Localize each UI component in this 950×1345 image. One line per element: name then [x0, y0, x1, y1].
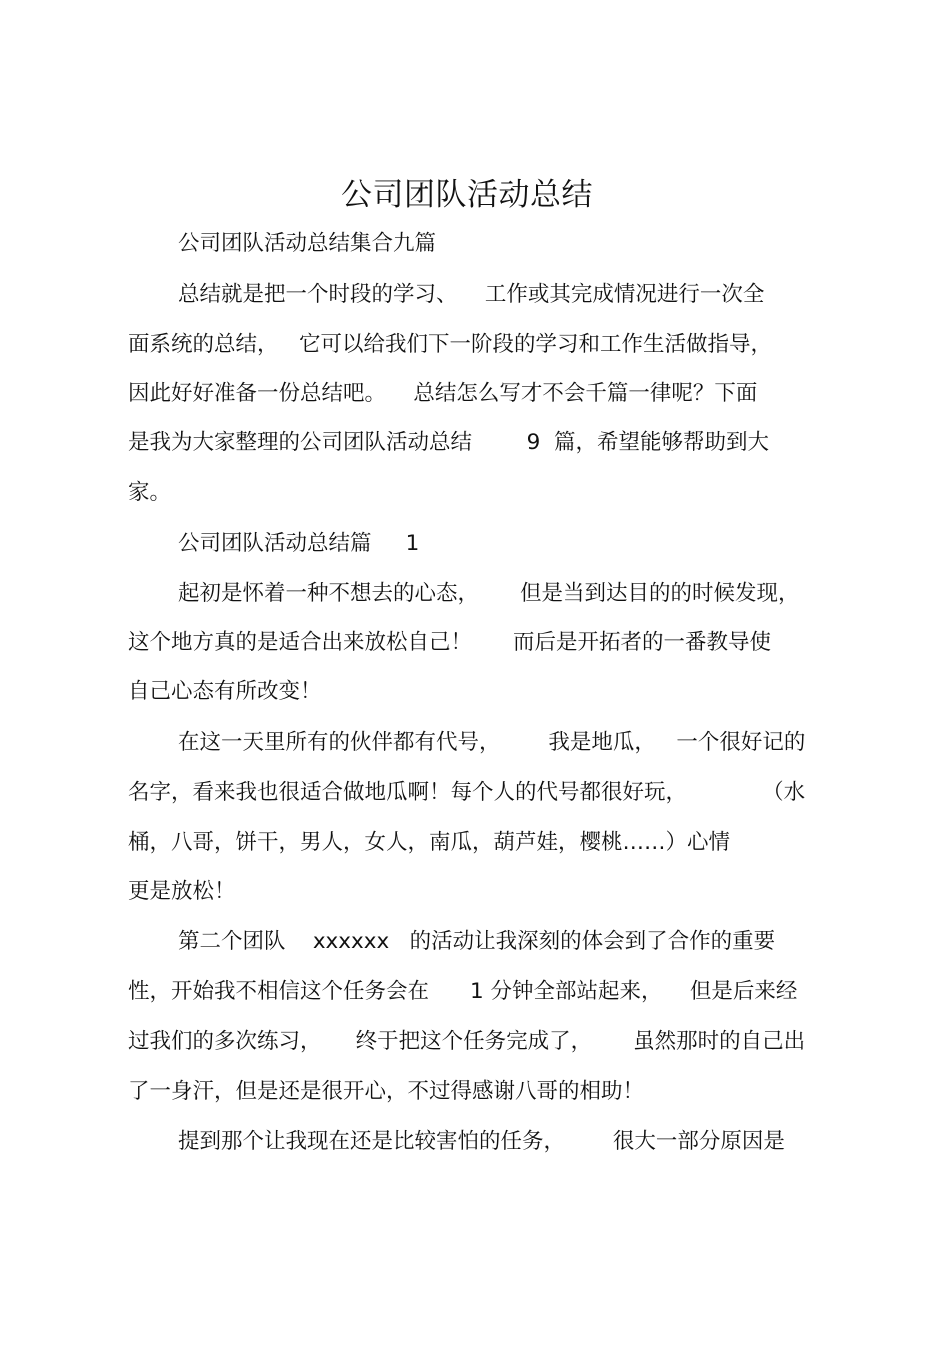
- paragraph-2-line-3: 桶，八哥，饼干，男人，女人，南瓜，葫芦娃，樱桃……）心情: [128, 830, 731, 855]
- paragraph-1-line-1: 起初是怀着一种不想去的心态， 但是当到达目的的时候发现，: [178, 581, 800, 606]
- intro-line-3: 因此好好准备一份总结吧。 总结怎么写才不会千篇一律呢？下面: [128, 381, 758, 406]
- paragraph-1-line-2: 这个地方真的是适合出来放松自己！ 而后是开拓者的一番教导使: [128, 630, 772, 655]
- paragraph-3-line-2: 性，开始我不相信这个任务会在 1 分钟全部站起来， 但是后来经: [128, 979, 798, 1004]
- paragraph-3-line-3: 过我们的多次练习， 终于把这个任务完成了， 虽然那时的自己出: [128, 1029, 806, 1054]
- paragraph-2-line-2: 名字，看来我也很适合做地瓜啊！每个人的代号都很好玩， （水: [128, 780, 806, 805]
- paragraph-2-line-4: 更是放松！: [128, 879, 236, 904]
- intro-line-2: 面系统的总结， 它可以给我们下一阶段的学习和工作生活做指导，: [128, 332, 773, 357]
- document-title: 公司团队活动总结: [341, 177, 593, 213]
- paragraph-3-line-1: 第二个团队 xxxxxx 的活动让我深刻的体会到了合作的重要: [178, 929, 776, 954]
- paragraph-2-line-1: 在这一天里所有的伙伴都有代号， 我是地瓜， 一个很好记的: [178, 730, 806, 755]
- intro-line-4: 是我为大家整理的公司团队活动总结 9 篇，希望能够帮助到大: [128, 430, 770, 455]
- intro-line-1: 总结就是把一个时段的学习、 工作或其完成情况进行一次全: [178, 282, 765, 307]
- intro-line-5: 家。: [128, 480, 172, 505]
- section-heading-1: 公司团队活动总结篇 1: [178, 531, 420, 556]
- paragraph-4-line-1: 提到那个让我现在还是比较害怕的任务， 很大一部分原因是: [178, 1129, 785, 1154]
- paragraph-3-line-4: 了一身汗，但是还是很开心，不过得感谢八哥的相助！: [128, 1079, 645, 1104]
- document-subtitle: 公司团队活动总结集合九篇: [178, 231, 437, 256]
- paragraph-1-line-3: 自己心态有所改变！: [128, 679, 322, 704]
